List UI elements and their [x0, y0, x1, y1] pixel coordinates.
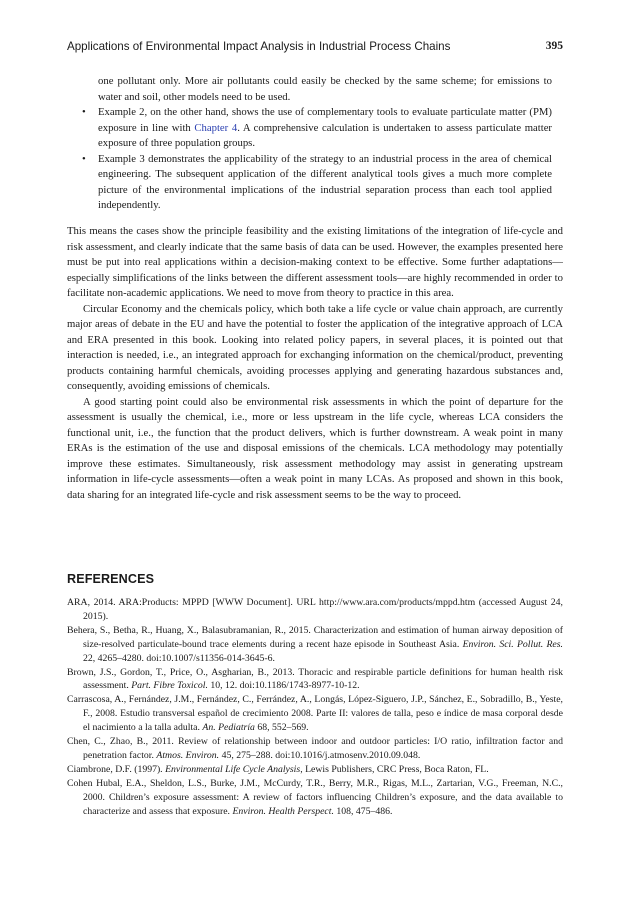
paragraph: Circular Economy and the chemicals policy, which both take a life cycle or value chain approach, are currently major areas of debate in the EU and have the potential to foster the application of the integrative approach of LCA and ERA presented in this book. Looking into related policy papers, in several places, it is pointed out that interaction is needed, i.e., an integrated approach for exchanging information on the chemical/product, preventing products containing harmful chemicals, avoiding processes applying and generating hazardous substances and, consequently, avoiding emissions of chemicals.	[67, 302, 563, 392]
reference-item	[67, 777, 563, 819]
reference-list	[67, 596, 563, 819]
paragraph: A good starting point could also be environmental risk assessments in which the point of departure for the assessment is usually the chemical, i.e., more or less upstream in the life cycle, whereas LCA considers the functional unit, i.e., the function that the product delivers, which is further downstream. A weak point in many ERAs is the estimation of the use and disposal emissions of the chemicals. LCA methodology may potentially improve these estimates. Simultaneously, risk assessment methodology may assist in generating upstream information in life-cycle assessments—often a weak point in many LCAs. As proposed and shown in this book, data sharing for an integrated life-cycle and risk assessment seems to be the way to proceed.	[67, 395, 563, 501]
bullet-list	[82, 74, 552, 214]
page-number: 395	[545, 40, 563, 52]
reference-text: Behera, S., Betha, R., Huang, X., Balasubramanian, R., 2015. Characterization and estimation of human airway deposition of size-resolved particulate-bound trace elements during a recent haze episode in Southeast Asia.	[67, 624, 563, 650]
reference-item	[67, 693, 563, 735]
reference-item	[67, 763, 563, 777]
references-heading: REFERENCES	[67, 572, 155, 586]
reference-text: ARA, 2014. ARA:Products: MPPD [WWW Document]. URL http://www.ara.com/products/mppd.htm (accessed August 24, 2015).	[67, 597, 563, 622]
reference-item	[67, 624, 563, 666]
body-text	[67, 224, 563, 503]
reference-text: Chen, C., Zhao, B., 2011. Review of relationship between indoor and outdoor particles: I/O ratio, infiltration factor and penetration factor.	[67, 736, 563, 761]
reference-text: Cohen Hubal, E.A., Sheldon, L.S., Burke, J.M., McCurdy, T.R., Berry, M.R., Rigas, M.L., Zartarian, V.G., Freeman, N.C., 2000. Children’s exposure assessment: A review of factors influencing Children’s exposure, and the data available to characterize and assess that exposure.	[67, 777, 563, 817]
bullet-text: . A comprehensive calculation is undertaken to assess particulate matter exposure of three population groups.	[98, 121, 552, 149]
bullet-marker: •	[82, 152, 86, 165]
reference-text: 68, 552–569.	[254, 722, 309, 734]
reference-item	[67, 666, 563, 694]
reference-text: 10, 12. doi:10.1186/1743-8977-10-12.	[207, 680, 360, 692]
reference-text: 108, 475–486.	[333, 805, 393, 817]
bullet-text: Example 2, on the other hand, shows the use of complementary tools to evaluate particulate matter (PM) exposure in line with	[98, 106, 552, 134]
running-head-title: Applications of Environmental Impact Analysis in Industrial Process Chains	[67, 40, 451, 53]
bullet-continuation: one pollutant only. More air pollutants could easily be checked by the same scheme; for emissions to water and soil, other models need to be used.	[98, 75, 552, 103]
reference-text: 22, 4265–4280. doi:10.1007/s11356-014-3645-6.	[83, 652, 275, 664]
journal-title: Environ. Health Perspect.	[232, 805, 334, 817]
reference-text: Brown, J.S., Gordon, T., Price, O., Asgharian, B., 2013. Thoracic and respirable particle definitions for human health risk assessment.	[67, 666, 563, 692]
running-head	[67, 40, 563, 56]
reference-text: , Lewis Publishers, CRC Press, Boca Raton, FL.	[300, 763, 489, 775]
reference-text: Carrascosa, A., Fernández, J.M., Fernández, C., Ferrández, A., Longás, López-Siguero, J.P., Sánchez, E., Sobradillo, B., Yeste, F., 2008. Estudio transversal español de crecimiento 2008. Parte II: valores de talla, peso e índice de masa corporal desde el nacimiento a la talla adulta.	[67, 694, 563, 734]
bullet-text: Example 3 demonstrates the applicability of the strategy to an industrial process in the area of chemical engineering. The subsequent application of the different analytical tools gives a much more complete picture of the environmental implications of the industrial separation process than each tool applied independently.	[98, 152, 552, 211]
paragraph: This means the cases show the principle feasibility and the existing limitations of the integration of life-cycle and risk assessment, and clearly indicate that the same basis of data can be used. However, the examples presented here must be put into real applications within a decision-making context to be effective. Some further adaptations—especially simplifications of the links between the different assessment tools—are highly recommended in order to facilitate non-academic applications. We need to move from theory to practice in this area.	[67, 225, 563, 299]
journal-title: Part. Fibre Toxicol.	[131, 680, 208, 692]
journal-title: An. Pediatría	[202, 722, 255, 734]
book-title: Environmental Life Cycle Analysis	[165, 763, 301, 775]
bullet-item-example-2	[82, 105, 552, 152]
journal-title: Atmos. Environ.	[156, 749, 220, 761]
reference-item	[67, 735, 563, 763]
reference-text: 45, 275–288. doi:10.1016/j.atmosenv.2010.09.048.	[219, 749, 421, 761]
chapter-link[interactable]: Chapter 4	[194, 121, 238, 134]
journal-title: Environ. Sci. Pollut. Res.	[462, 638, 563, 650]
bullet-item-example-3	[82, 152, 552, 214]
bullet-marker: •	[82, 106, 86, 118]
reference-text: Ciambrone, D.F. (1997).	[67, 763, 166, 775]
reference-item	[67, 596, 563, 624]
